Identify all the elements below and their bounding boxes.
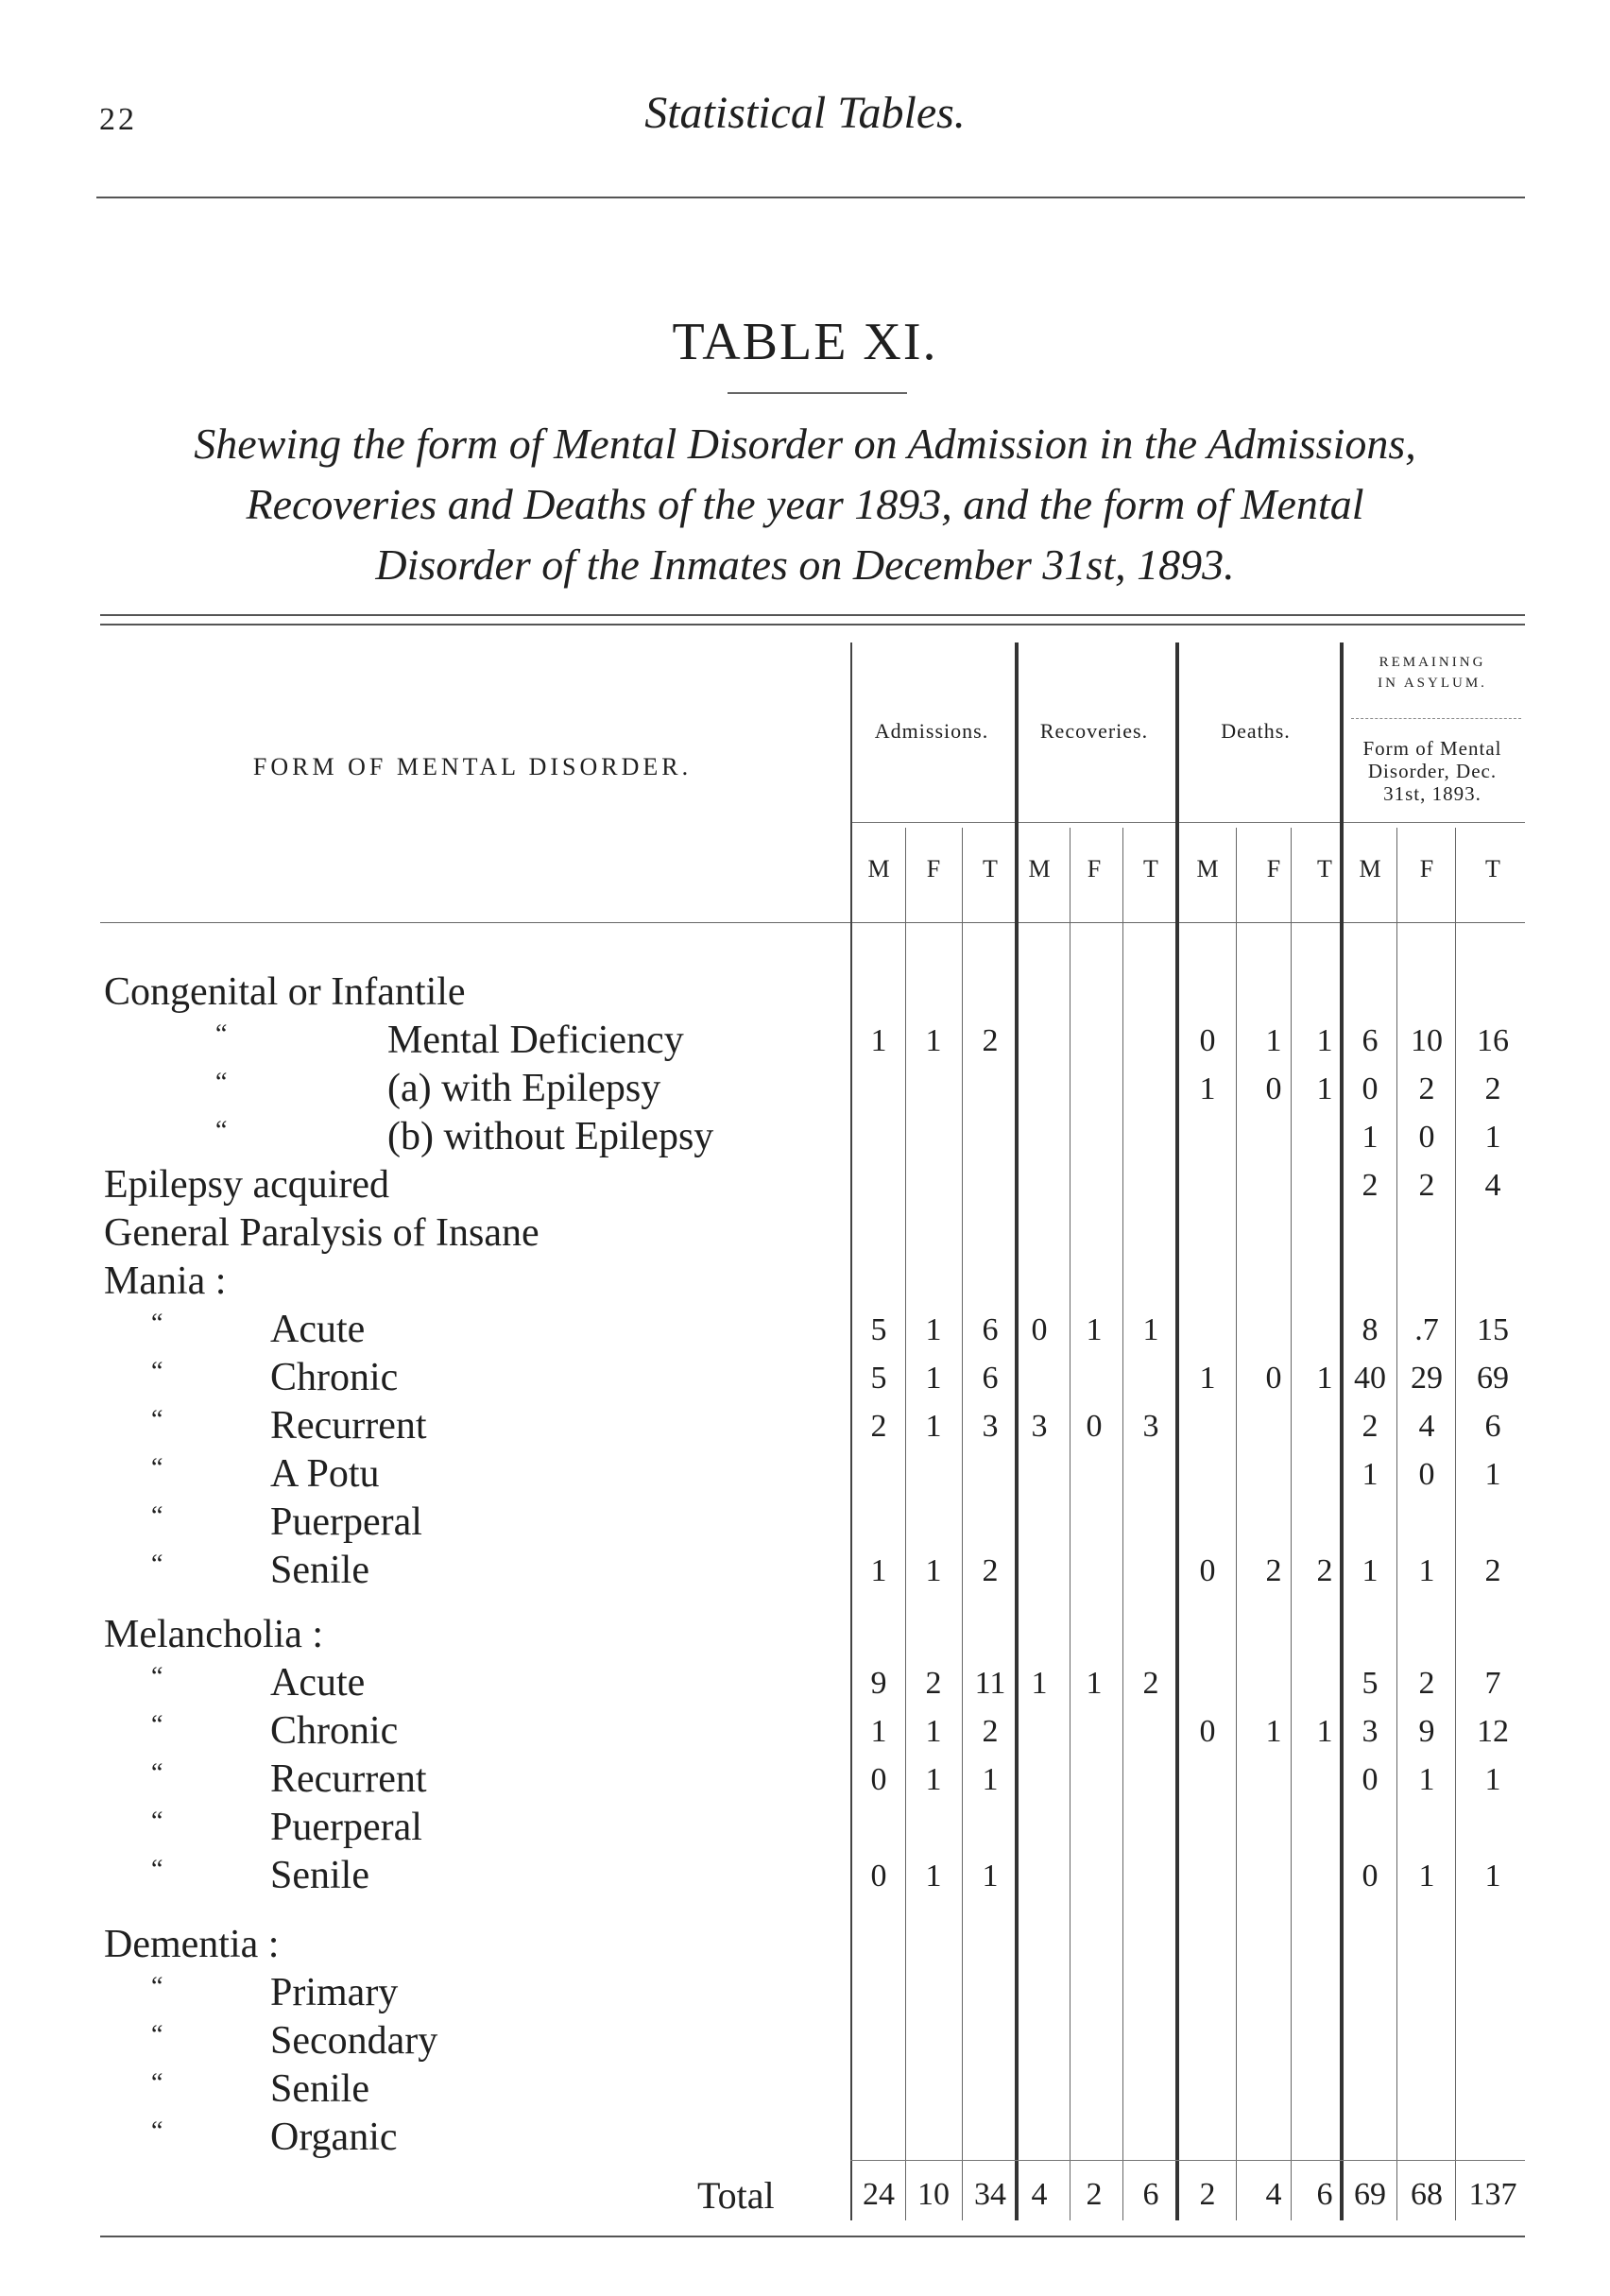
table-cell: 1: [1199, 1071, 1216, 1106]
deaths-header: Deaths.: [1221, 719, 1291, 743]
caption-line-1: Shewing the form of Mental Disorder on Admission in the Admissions,: [194, 420, 1416, 468]
ditto-mark: “: [151, 2068, 163, 2098]
table-cell: 3: [1142, 1409, 1159, 1444]
ditto-mark: “: [151, 1309, 163, 1338]
remaining-subheader-line-1: Form of Mental: [1362, 737, 1502, 760]
table-cell: 29: [1411, 1361, 1443, 1396]
table-cell: 2: [1418, 1071, 1435, 1106]
table-cell: 1: [870, 1714, 887, 1749]
group-header-rule: [850, 822, 1525, 823]
total-cell: 4: [1031, 2177, 1048, 2212]
table-cell: 10: [1411, 1023, 1443, 1058]
total-cell: 6: [1316, 2177, 1333, 2212]
total-cell: 34: [974, 2177, 1006, 2212]
table-cell: 1: [1086, 1666, 1103, 1701]
total-cell: 68: [1411, 2177, 1443, 2212]
table-cell: 0: [1086, 1409, 1103, 1444]
ditto-mark: “: [151, 1501, 163, 1531]
row-label: Puerperal: [270, 1500, 422, 1544]
row-label: General Paralysis of Insane: [104, 1211, 540, 1255]
row-label: (b) without Epilepsy: [387, 1115, 714, 1158]
row-label: Acute: [270, 1308, 366, 1351]
table-cell: 1: [982, 1762, 999, 1797]
remaining-subheader-line-2: Disorder, Dec.: [1367, 760, 1498, 782]
subheader-cell: T: [1143, 855, 1158, 882]
table-cell: 4: [1484, 1168, 1501, 1203]
total-cell: 69: [1354, 2177, 1386, 2212]
table-bottom-rule: [100, 2236, 1525, 2237]
table-cell: 0: [1362, 1859, 1379, 1893]
table-cell: 1: [870, 1553, 887, 1588]
total-cell: 10: [917, 2177, 950, 2212]
table-cell: 1: [925, 1762, 942, 1797]
table-cell: 6: [982, 1312, 999, 1347]
table-cell: 0: [870, 1859, 887, 1893]
table-cell: 1: [1265, 1023, 1282, 1058]
table-cell: 0: [1362, 1071, 1379, 1106]
caption-line-2: Recoveries and Deaths of the year 1893, and the form of Mental: [246, 480, 1364, 528]
row-label: Senile: [270, 1854, 369, 1897]
table-cell: 0: [1031, 1312, 1048, 1347]
recoveries-header: Recoveries.: [1039, 719, 1149, 743]
page-number: 22: [99, 102, 137, 137]
ditto-mark: “: [151, 2020, 163, 2049]
table-cell: 2: [1142, 1666, 1159, 1701]
table-cell: 1: [925, 1023, 942, 1058]
table-cell: 1: [925, 1859, 942, 1893]
row-label: Senile: [270, 1549, 369, 1592]
table-cell: 0: [1199, 1553, 1216, 1588]
total-rule: [850, 2160, 1525, 2161]
table-cell: 2: [1362, 1168, 1379, 1203]
table-cell: 9: [870, 1666, 887, 1701]
ditto-mark: “: [215, 1019, 228, 1049]
table-cell: 1: [1484, 1457, 1501, 1492]
row-label: Senile: [270, 2067, 369, 2111]
table-cell: 2: [1418, 1666, 1435, 1701]
ditto-mark: “: [151, 1405, 163, 1434]
table-cell: 2: [1265, 1553, 1282, 1588]
row-label: Acute: [270, 1661, 366, 1705]
table-cell: 1: [925, 1714, 942, 1749]
table-cell: 5: [1362, 1666, 1379, 1701]
subheader-cell: T: [983, 855, 998, 882]
row-label: Congenital or Infantile: [104, 970, 466, 1014]
table-cell: 0: [1265, 1361, 1282, 1396]
table-cell: 2: [1362, 1409, 1379, 1444]
table-cell: 16: [1477, 1023, 1509, 1058]
table-cell: 6: [1484, 1409, 1501, 1444]
table-cell: 0: [1418, 1120, 1435, 1155]
table-cell: 0: [1265, 1071, 1282, 1106]
table-cell: 1: [1316, 1361, 1333, 1396]
form-of-disorder-header: FORM OF MENTAL DISORDER.: [252, 753, 693, 780]
table-cell: 0: [870, 1762, 887, 1797]
subheader-cell: F: [1087, 855, 1102, 882]
row-label: Recurrent: [270, 1404, 427, 1448]
row-label: Melancholia :: [104, 1613, 324, 1656]
row-label: (a) with Epilepsy: [387, 1067, 661, 1110]
table-cell: 69: [1477, 1361, 1509, 1396]
table-cell: 1: [1418, 1859, 1435, 1893]
table-cell: 0: [1199, 1714, 1216, 1749]
table-cell: 4: [1418, 1409, 1435, 1444]
table-cell: 0: [1418, 1457, 1435, 1492]
subheader-cell: F: [1266, 855, 1281, 882]
sub-column-line: [905, 828, 906, 2220]
table-cell: 2: [1418, 1168, 1435, 1203]
total-cell: 24: [863, 2177, 895, 2212]
table-cell: 0: [1199, 1023, 1216, 1058]
ditto-mark: “: [151, 1357, 163, 1386]
table-cell: 12: [1477, 1714, 1509, 1749]
table-caption: [76, 414, 1534, 595]
row-label: Puerperal: [270, 1806, 422, 1849]
table-cell: 6: [982, 1361, 999, 1396]
table-cell: 1: [1316, 1023, 1333, 1058]
table-cell: 1: [1484, 1762, 1501, 1797]
row-label: Organic: [270, 2116, 398, 2159]
row-label: Chronic: [270, 1356, 399, 1399]
header-rule: [96, 197, 1525, 198]
table-cell: 3: [982, 1409, 999, 1444]
total-cell: 2: [1199, 2177, 1216, 2212]
table-top-rule-2: [100, 624, 1525, 625]
table-cell: 1: [1418, 1553, 1435, 1588]
sub-column-line: [1455, 828, 1456, 2220]
subheader-cell: T: [1317, 855, 1332, 882]
row-label: Primary: [270, 1971, 399, 2014]
subheader-cell: M: [1359, 855, 1381, 882]
row-label: Secondary: [270, 2019, 438, 2063]
table-cell: 2: [925, 1666, 942, 1701]
remaining-header-line-2: IN ASYLUM.: [1378, 676, 1487, 691]
ditto-mark: “: [215, 1068, 228, 1097]
table-cell: 1: [925, 1409, 942, 1444]
running-head: Statistical Tables.: [644, 88, 966, 138]
table-cell: 2: [982, 1023, 999, 1058]
table-cell: 2: [1484, 1071, 1501, 1106]
table-cell: 1: [1086, 1312, 1103, 1347]
ditto-mark: “: [151, 2116, 163, 2146]
row-label: Chronic: [270, 1709, 399, 1753]
table-cell: 2: [1484, 1553, 1501, 1588]
table-cell: 1: [1142, 1312, 1159, 1347]
table-cell: 0: [1362, 1762, 1379, 1797]
sub-column-line: [1122, 828, 1123, 2220]
table-cell: 1: [982, 1859, 999, 1893]
remaining-header: [1340, 652, 1525, 694]
table-cell: 2: [1316, 1553, 1333, 1588]
table-cell: 1: [1362, 1553, 1379, 1588]
table-cell: 5: [870, 1312, 887, 1347]
ditto-mark: “: [151, 1710, 163, 1739]
remaining-header-line-1: REMAINING: [1379, 655, 1486, 670]
table-cell: 1: [870, 1023, 887, 1058]
subheader-cell: M: [867, 855, 890, 882]
table-cell: 1: [925, 1553, 942, 1588]
subheader-cell: F: [1419, 855, 1434, 882]
table-cell: 2: [982, 1714, 999, 1749]
total-cell: 4: [1265, 2177, 1282, 2212]
caption-line-3: Disorder of the Inmates on December 31st, 1893.: [375, 540, 1235, 589]
table-cell: 2: [870, 1409, 887, 1444]
sub-column-line: [1396, 828, 1397, 2220]
total-cell: 137: [1468, 2177, 1517, 2212]
table-cell: 1: [1316, 1714, 1333, 1749]
table-cell: 2: [982, 1553, 999, 1588]
subheader-cell: F: [926, 855, 941, 882]
table-cell: 40: [1354, 1361, 1386, 1396]
ditto-mark: “: [151, 1550, 163, 1579]
ditto-mark: “: [151, 1855, 163, 1884]
table-cell: 8: [1362, 1312, 1379, 1347]
table-cell: 1: [1484, 1120, 1501, 1155]
table-cell: 1: [1265, 1714, 1282, 1749]
total-label: Total: [697, 2174, 775, 2217]
table-cell: 1: [1418, 1762, 1435, 1797]
subheader-rule: [100, 922, 1525, 923]
row-label: Recurrent: [270, 1757, 427, 1801]
table-cell: 5: [870, 1361, 887, 1396]
table-cell: 1: [925, 1361, 942, 1396]
total-cell: 2: [1086, 2177, 1103, 2212]
table-cell: 7: [1484, 1666, 1501, 1701]
remaining-subheader: [1340, 737, 1525, 805]
table-title: TABLE XI.: [672, 313, 938, 371]
subheader-cell: M: [1196, 855, 1219, 882]
table-cell: 1: [1031, 1666, 1048, 1701]
ditto-mark: “: [151, 1758, 163, 1788]
table-cell: 1: [1362, 1120, 1379, 1155]
row-label: Mania :: [104, 1259, 227, 1303]
ditto-mark: “: [151, 1453, 163, 1482]
table-cell: 6: [1362, 1023, 1379, 1058]
table-top-rule: [100, 614, 1525, 616]
table-cell: 1: [1362, 1457, 1379, 1492]
subheader-cell: M: [1028, 855, 1051, 882]
table-cell: 3: [1031, 1409, 1048, 1444]
row-label: Epilepsy acquired: [104, 1163, 390, 1207]
ditto-mark: “: [151, 1972, 163, 2001]
table-cell: 9: [1418, 1714, 1435, 1749]
admissions-header: Admissions.: [874, 719, 989, 743]
sub-column-line: [1236, 828, 1237, 2220]
table-cell: 1: [1316, 1071, 1333, 1106]
row-label: Mental Deficiency: [387, 1019, 684, 1062]
ditto-mark: “: [151, 1662, 163, 1691]
ditto-mark: “: [151, 1807, 163, 1836]
remaining-divider: [1351, 718, 1521, 719]
table-cell: 1: [1199, 1361, 1216, 1396]
sub-column-line: [962, 828, 963, 2220]
table-cell: 1: [925, 1312, 942, 1347]
table-cell: 15: [1477, 1312, 1509, 1347]
total-cell: 6: [1142, 2177, 1159, 2212]
ditto-mark: “: [215, 1116, 228, 1145]
table-cell: 11: [974, 1666, 1006, 1701]
title-rule: [728, 392, 907, 394]
row-label: Dementia :: [104, 1923, 280, 1966]
row-label: A Potu: [270, 1452, 380, 1496]
remaining-subheader-line-3: 31st, 1893.: [1383, 782, 1482, 805]
table-cell: 1: [1484, 1859, 1501, 1893]
table-cell: .7: [1414, 1312, 1439, 1347]
subheader-cell: T: [1485, 855, 1500, 882]
table-cell: 3: [1362, 1714, 1379, 1749]
